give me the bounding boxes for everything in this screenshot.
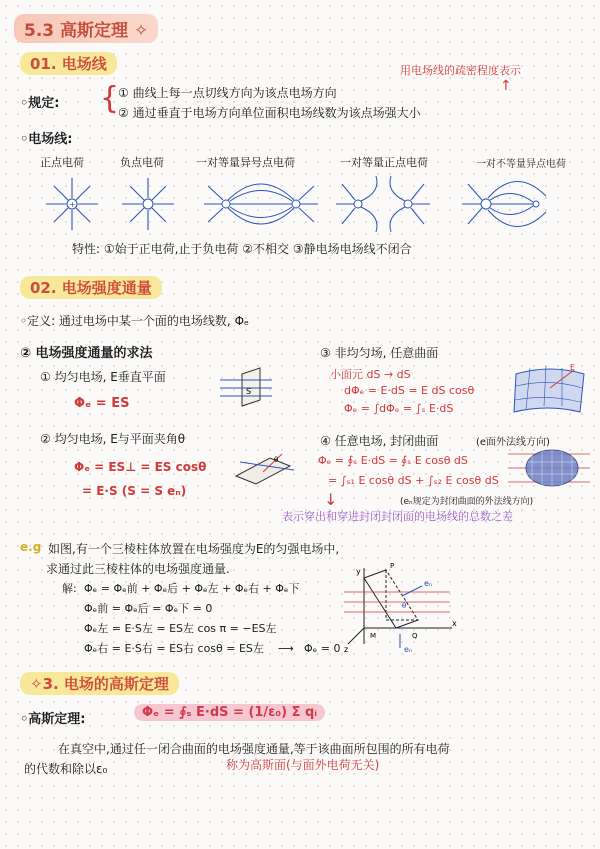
case-3-equation-1: 小面元 dS → dS <box>330 368 411 381</box>
diagram-caption-dipole: 一对等量异号点电荷 <box>196 156 295 169</box>
section-heading-gauss: ✧3. 电场的高斯定理 <box>20 672 179 695</box>
case-4-note-2: (eₙ规定为封闭曲面的外法线方向) <box>400 497 534 507</box>
page-title: 5.3 高斯定理 ✧ <box>14 14 158 43</box>
case-3-equation-3: Φₑ = ∫dΦₑ = ∫ₛ E·dS <box>344 402 454 415</box>
svg-text:y: y <box>356 567 361 576</box>
svg-text:S: S <box>246 387 252 396</box>
diagram-caption-positive: 正点电荷 <box>40 156 84 169</box>
field-lines-label: ◦电场线: <box>20 132 73 147</box>
solution-line-3: Φₑ左 = E·S左 = ES左 cos π = −ES左 <box>84 622 277 635</box>
svg-text:z: z <box>344 645 349 654</box>
case-2-equation-2: = E·S (S = S eₙ) <box>82 484 187 498</box>
case-3-equation-2: dΦₑ = E·dS = E dS cosθ <box>344 384 475 397</box>
dipole-diagram <box>204 184 318 224</box>
case-4-label: ④ 任意电场, 封闭曲面 <box>320 434 439 448</box>
uniform-field-perpendicular-diagram <box>218 364 278 410</box>
solution-arrow-icon: ⟶ <box>278 642 294 655</box>
closed-surface-diagram <box>506 446 592 490</box>
gauss-surface-note: 称为高斯面(与面外电荷无关) <box>226 758 380 772</box>
diagram-caption-negative: 负点电荷 <box>120 156 164 169</box>
rule-1: ① 曲线上每一点切线方向为该点电场方向 <box>118 86 337 100</box>
case-4-note: (e面外法线方向) <box>476 437 550 448</box>
svg-text:Q: Q <box>412 632 418 640</box>
field-line-properties: 特性: ①始于正电荷,止于负电荷 ②不相交 ③静电场电场线不闭合 <box>72 242 412 256</box>
example-text-1: 如图,有一个三棱柱体放置在电场强度为E的匀强电场中, <box>48 542 340 556</box>
example-text-2: 求通过此三棱柱体的电场强度通量. <box>46 562 230 576</box>
case-1-equation: Φₑ = ES <box>74 396 130 411</box>
svg-text:M: M <box>370 632 377 640</box>
rule-label: ◦规定: <box>20 96 60 111</box>
gauss-law-label: ◦高斯定理: <box>20 712 86 727</box>
svg-text:θ: θ <box>274 456 279 464</box>
nonuniform-surface-diagram <box>510 360 590 420</box>
equal-positive-diagram <box>336 176 430 232</box>
arrow-up-icon: ↑ <box>500 78 512 94</box>
section-heading-flux: 02. 电场强度通量 <box>20 276 162 299</box>
section-heading-field-lines: 01. 电场线 <box>20 52 117 75</box>
unequal-charges-diagram <box>462 181 546 226</box>
svg-text:x: x <box>452 619 457 628</box>
case-2-label: ② 均匀电场, E与平面夹角θ <box>40 432 186 446</box>
side-note: 用电场线的疏密程度表示 <box>400 64 521 77</box>
flux-method-heading: ② 电场强度通量的求法 <box>20 346 153 361</box>
field-line-diagrams <box>36 172 596 236</box>
case-1-label: ① 均匀电场, E垂直平面 <box>40 370 166 384</box>
flux-definition: ◦定义: 通过电场中某一个面的电场线数, Φₑ <box>20 314 250 328</box>
uniform-field-angle-diagram <box>230 448 300 488</box>
solution-result: Φₑ = 0 <box>304 642 341 655</box>
rule-2: ② 通过垂直于电场方向单位面积电场线数为该点场强大小 <box>118 106 421 120</box>
case-4-conclusion: 表示穿出和穿进封闭封闭面的电场线的总数之差 <box>282 510 513 523</box>
gauss-law-text-1: 在真空中,通过任一闭合曲面的电场强度通量,等于该曲面所包围的所有电荷 <box>58 742 450 756</box>
svg-text:θ: θ <box>402 602 407 610</box>
solution-line-4: Φₑ右 = E·S右 = ES右 cosθ = ES左 <box>84 642 264 655</box>
brace-icon: { <box>100 81 120 116</box>
solution-line-1: Φₑ = Φₑ前 + Φₑ后 + Φₑ左 + Φₑ右 + Φₑ下 <box>84 582 300 595</box>
negative-charge-diagram <box>122 178 174 230</box>
svg-text:E: E <box>570 363 576 372</box>
gauss-law-text-2: 的代数和除以ε₀ <box>24 762 108 776</box>
case-2-equation-1: Φₑ = ES⊥ = ES cosθ <box>74 460 207 474</box>
svg-text:P: P <box>390 562 395 570</box>
plus-icon: + <box>69 200 76 209</box>
case-4-equation-1: Φₑ = ∮ₛ E·dS = ∮ₛ E cosθ dS <box>318 454 468 467</box>
svg-text:eₙ: eₙ <box>404 645 413 654</box>
arrow-icon: ↓ <box>324 490 338 509</box>
diagram-caption-unequal: 一对不等量异点电荷 <box>476 159 566 170</box>
solution-line-2: Φₑ前 = Φₑ后 = Φₑ下 = 0 <box>84 602 213 615</box>
example-label: e.g <box>20 540 42 554</box>
diagram-caption-equal-positive: 一对等量正点电荷 <box>340 156 428 169</box>
case-3-label: ③ 非均匀场, 任意曲面 <box>320 346 439 360</box>
triangular-prism-diagram <box>340 562 460 654</box>
solution-label: 解: <box>62 582 77 595</box>
svg-text:eₙ: eₙ <box>424 579 433 588</box>
case-4-equation-2: = ∫ₛ₁ E cosθ dS + ∫ₛ₂ E cosθ dS <box>328 474 499 487</box>
gauss-law-equation: Φₑ = ∮ₛ E·dS = (1/ε₀) Σ qᵢ <box>134 704 325 721</box>
